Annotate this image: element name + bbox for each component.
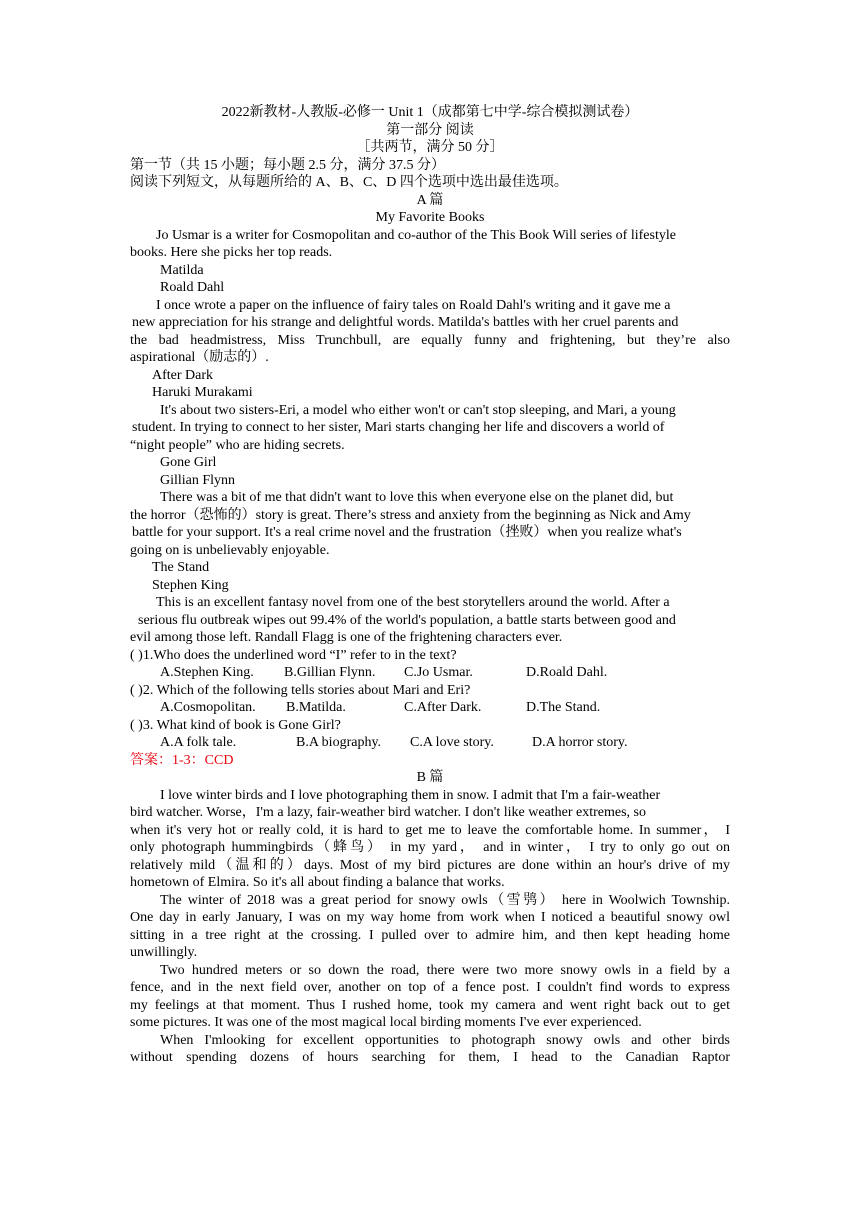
passage-line: going on is unbelievably enjoyable.	[130, 542, 330, 558]
option: D.The Stand.	[526, 700, 601, 715]
passage-line: relatively mild（温和的）days. Most of my bird pictures are done within an hour's drive of my	[130, 857, 730, 873]
passage-line: I love winter birds and I love photographing them in snow. I admit that I'm a fair-weather	[160, 787, 661, 803]
book-title: Matilda	[160, 262, 204, 278]
passage-line: I once wrote a paper on the influence of fairy tales on Roald Dahl's writing and it gave me a	[156, 297, 671, 313]
document-page	[130, 104, 730, 1067]
answer-key: 答案：1-3：CCD	[130, 752, 234, 768]
passage-line: It's about two sisters-Eri, a model who either won't or can't stop sleeping, and Mari, a young	[160, 402, 676, 418]
question-3-options	[130, 734, 730, 752]
question-2: ( )2. Which of the following tells stories about Mari and Eri?	[130, 682, 471, 698]
passage-line: the horror（恐怖的）story is great. There’s stress and anxiety from the beginning as Nick and Amy	[130, 507, 691, 523]
passage-a-title: My Favorite Books	[375, 210, 485, 225]
option: A.Cosmopolitan.	[160, 700, 256, 715]
passage-line: sitting in a tree right at the crossing. I pulled over to admire him, and then kept heading home	[130, 927, 730, 943]
passage-line: This is an excellent fantasy novel from one of the best storytellers around the world. After a	[156, 595, 670, 610]
passage-line: books. Here she picks her top reads.	[130, 245, 333, 260]
passage-line: without spending dozens of hours searching for them, I head to the Canadian Raptor	[130, 1050, 730, 1065]
passage-line: only photograph hummingbirds（蜂鸟） in my yard， and in winter， I try to only go out on	[130, 840, 730, 855]
passage-a-label: A 篇	[416, 192, 444, 208]
passage-line: “night people” who are hiding secrets.	[130, 437, 345, 453]
passage-line: bird watcher. Worse，I'm a lazy, fair-weather bird watcher. I don't like weather extremes, so	[130, 805, 646, 820]
option: B.Gillian Flynn.	[284, 665, 376, 680]
passage-line: evil among those left. Randall Flagg is one of the frightening characters ever.	[130, 630, 563, 645]
option: B.Matilda.	[286, 700, 346, 715]
option: C.A love story.	[410, 735, 494, 750]
option: C.Jo Usmar.	[404, 665, 473, 680]
passage-b-label: B 篇	[416, 770, 444, 785]
section-heading: 第一节（共 15 小题；每小题 2.5 分，满分 37.5 分）	[130, 157, 445, 173]
passage-line: The winter of 2018 was a great period for snowy owls（雪鸮） here in Woolwich Township.	[160, 892, 730, 908]
option: A.Stephen King.	[160, 665, 254, 680]
instruction-text: 阅读下列短文，从每题所给的 A、B、C、D 四个选项中选出最佳选项。	[130, 175, 568, 190]
passage-line: new appreciation for his strange and delightful words. Matilda's battles with her cruel parents and	[132, 315, 679, 330]
option: D.Roald Dahl.	[526, 665, 608, 680]
passage-line: When I'mlooking for excellent opportunities to photograph snowy owls and other birds	[160, 1032, 730, 1048]
part-scope: ［共两节，满分 50 分］	[356, 140, 504, 155]
question-3: ( )3. What kind of book is Gone Girl?	[130, 717, 341, 733]
option: C.After Dark.	[404, 700, 482, 715]
option: A.A folk tale.	[160, 735, 237, 750]
book-author: Stephen King	[152, 577, 229, 593]
book-author: Roald Dahl	[160, 280, 225, 295]
part-heading: 第一部分 阅读	[386, 122, 474, 138]
book-author: Haruki Murakami	[152, 385, 253, 400]
passage-line: when it's very hot or really cold, it is hard to get me to leave the comfortable home. In summer， I	[130, 822, 730, 838]
passage-line: serious flu outbreak wipes out 99.4% of the world's population, a battle starts between good and	[138, 612, 676, 628]
passage-line: my feelings at that moment. Thus I rushed home, took my camera and went right back out to get	[130, 997, 730, 1013]
passage-line: aspirational（励志的）.	[130, 350, 269, 365]
question-1: ( )1.Who does the underlined word “I” refer to in the text?	[130, 647, 457, 663]
passage-line: There was a bit of me that didn't want to love this when everyone else on the planet did, but	[160, 490, 674, 505]
passage-line: hometown of Elmira. So it's all about finding a balance that works.	[130, 875, 505, 890]
question-1-options	[130, 664, 730, 682]
passage-line: student. In trying to connect to her sister, Mari starts changing her life and discovers a world of	[132, 420, 665, 435]
passage-line: some pictures. It was one of the most magical local birding moments I've ever experienced.	[130, 1015, 642, 1030]
option: D.A horror story.	[532, 735, 628, 750]
document-title: 2022新教材-人教版-必修一 Unit 1（成都第七中学-综合模拟测试卷）	[221, 105, 639, 120]
book-author: Gillian Flynn	[160, 472, 236, 488]
passage-line: Two hundred meters or so down the road, there were two more snowy owls in a field by a	[160, 962, 730, 978]
book-title: The Stand	[152, 560, 210, 575]
book-title: Gone Girl	[160, 455, 217, 470]
passage-line: the bad headmistress, Miss Trunchbull, are equally funny and frightening, but they’re also	[130, 332, 730, 348]
passage-line: Jo Usmar is a writer for Cosmopolitan and co-author of the This Book Will series of lifestyle	[156, 227, 676, 243]
option: B.A biography.	[296, 735, 382, 750]
passage-line: One day in early January, I was on my way home from work when I noticed a beautiful snowy owl	[130, 910, 730, 925]
book-title: After Dark	[152, 367, 214, 383]
question-2-options	[130, 699, 730, 717]
passage-line: battle for your support. It's a real crime novel and the frustration（挫败）when you realize what's	[132, 525, 682, 540]
passage-line: fence, and in the next field over, another on top of a fence post. I couldn't find words to express	[130, 980, 730, 995]
passage-line: unwillingly.	[130, 945, 198, 960]
